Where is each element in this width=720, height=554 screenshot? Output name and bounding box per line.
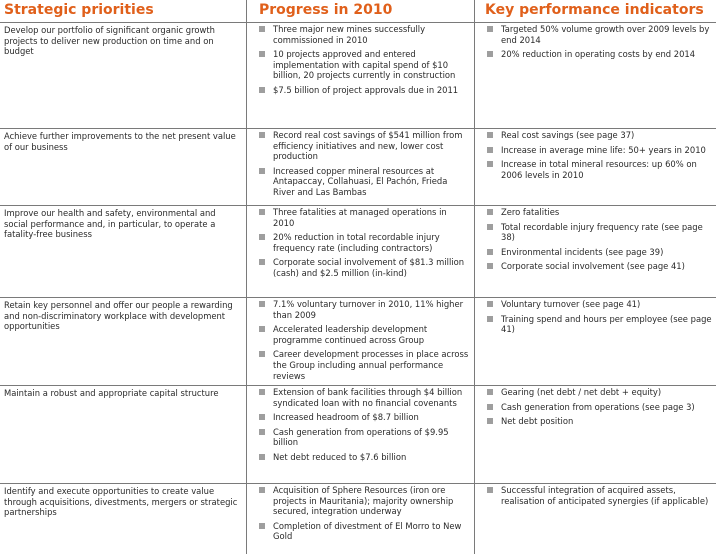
progress-item: Three major new mines successfully commissioned in 2010 bbox=[259, 24, 470, 45]
table-row bbox=[0, 206, 716, 298]
bullet-icon bbox=[259, 389, 265, 395]
bullet-icon bbox=[259, 259, 265, 265]
bullet-icon bbox=[259, 454, 265, 460]
progress-item: 10 projects approved and entered implementation with capital spend of $10 billion, 20 projects currently in construction bbox=[259, 49, 470, 81]
table-row bbox=[0, 298, 716, 386]
priority-text: Improve our health and safety, environmental and social performance and, in particular, to operate a fatality-free business bbox=[4, 208, 216, 240]
bullet-icon bbox=[259, 87, 265, 93]
bullet-icon bbox=[259, 301, 265, 307]
progress-item: 20% reduction in total recordable injury frequency rate (including contractors) bbox=[259, 232, 470, 253]
kpi-item: Corporate social involvement (see page 41) bbox=[487, 261, 712, 272]
kpi-item: Zero fatalities bbox=[487, 207, 712, 218]
progress-item: Increased headroom of $8.7 billion bbox=[259, 412, 470, 423]
bullet-icon bbox=[487, 316, 493, 322]
kpi-item: Targeted 50% volume growth over 2009 levels by end 2014 bbox=[487, 24, 712, 45]
table-row bbox=[0, 484, 716, 554]
table-row bbox=[0, 386, 716, 484]
progress-item: Record real cost savings of $541 million from efficiency initiatives and new, lower cost production bbox=[259, 130, 470, 162]
kpi-item: Successful integration of acquired assets, realisation of anticipated synergies (if applicable) bbox=[487, 485, 712, 506]
kpi-item: Environmental incidents (see page 39) bbox=[487, 247, 712, 258]
bullet-icon bbox=[487, 487, 493, 493]
progress-item: Cash generation from operations of $9.95 billion bbox=[259, 427, 470, 448]
progress-item: Corporate social involvement of $81.3 million (cash) and $2.5 million (in-kind) bbox=[259, 257, 470, 278]
bullet-icon bbox=[487, 418, 493, 424]
progress-item: 7.1% voluntary turnover in 2010, 11% higher than 2009 bbox=[259, 299, 470, 320]
table-header bbox=[0, 0, 716, 23]
kpi-item: Net debt position bbox=[487, 416, 712, 427]
progress-item: Extension of bank facilities through $4 billion syndicated loan with no financial covenants bbox=[259, 387, 470, 408]
header-strategic-priorities: Strategic priorities bbox=[0, 0, 247, 22]
bullet-icon bbox=[259, 326, 265, 332]
bullet-icon bbox=[259, 132, 265, 138]
bullet-icon bbox=[487, 301, 493, 307]
kpi-item: Voluntary turnover (see page 41) bbox=[487, 299, 712, 310]
kpi-item: 20% reduction in operating costs by end 2014 bbox=[487, 49, 712, 60]
bullet-icon bbox=[487, 263, 493, 269]
bullet-icon bbox=[259, 209, 265, 215]
bullet-icon bbox=[487, 161, 493, 167]
progress-item: Career development processes in place across the Group including annual performance reviews bbox=[259, 349, 470, 381]
table-row bbox=[0, 129, 716, 206]
bullet-icon bbox=[259, 487, 265, 493]
bullet-icon bbox=[487, 147, 493, 153]
progress-item: Accelerated leadership development programme continued across Group bbox=[259, 324, 470, 345]
table-row bbox=[0, 23, 716, 129]
bullet-icon bbox=[487, 224, 493, 230]
progress-item: Acquisition of Sphere Resources (iron ore projects in Mauritania); majority ownership secured, integration underway bbox=[259, 485, 470, 517]
bullet-icon bbox=[259, 523, 265, 529]
header-progress: Progress in 2010 bbox=[247, 0, 475, 22]
progress-item: Completion of divestment of El Morro to New Gold bbox=[259, 521, 470, 542]
kpi-item: Real cost savings (see page 37) bbox=[487, 130, 712, 141]
kpi-item: Gearing (net debt / net debt + equity) bbox=[487, 387, 712, 398]
progress-item: Net debt reduced to $7.6 billion bbox=[259, 452, 470, 463]
priority-text: Identify and execute opportunities to create value through acquisitions, divestments, mergers or strategic partnerships bbox=[4, 486, 238, 518]
kpi-item: Increase in total mineral resources: up 60% on 2006 levels in 2010 bbox=[487, 159, 712, 180]
bullet-icon bbox=[487, 26, 493, 32]
progress-item: Increased copper mineral resources at Antapaccay, Collahuasi, El Pachón, Frieda River and Las Bambas bbox=[259, 166, 470, 198]
priority-text: Develop our portfolio of significant organic growth projects to deliver new production on time and on budget bbox=[4, 25, 215, 57]
bullet-icon bbox=[259, 51, 265, 57]
bullet-icon bbox=[259, 414, 265, 420]
priority-text: Achieve further improvements to the net present value of our business bbox=[4, 131, 236, 152]
bullet-icon bbox=[259, 234, 265, 240]
kpi-item: Total recordable injury frequency rate (see page 38) bbox=[487, 222, 712, 243]
priority-text: Maintain a robust and appropriate capital structure bbox=[4, 388, 219, 398]
header-kpis: Key performance indicators bbox=[485, 2, 704, 18]
kpi-item: Increase in average mine life: 50+ years in 2010 bbox=[487, 145, 712, 156]
progress-item: Three fatalities at managed operations in 2010 bbox=[259, 207, 470, 228]
bullet-icon bbox=[487, 404, 493, 410]
bullet-icon bbox=[259, 168, 265, 174]
bullet-icon bbox=[487, 209, 493, 215]
kpi-item: Training spend and hours per employee (see page 41) bbox=[487, 314, 712, 335]
progress-item: $7.5 billion of project approvals due in 2011 bbox=[259, 85, 470, 96]
bullet-icon bbox=[259, 26, 265, 32]
priority-text: Retain key personnel and offer our people a rewarding and non-discriminatory workplace with development opportunities bbox=[4, 300, 233, 332]
bullet-icon bbox=[487, 132, 493, 138]
bullet-icon bbox=[259, 429, 265, 435]
kpi-item: Cash generation from operations (see page 3) bbox=[487, 402, 712, 413]
bullet-icon bbox=[487, 249, 493, 255]
bullet-icon bbox=[487, 389, 493, 395]
bullet-icon bbox=[487, 51, 493, 57]
bullet-icon bbox=[259, 351, 265, 357]
